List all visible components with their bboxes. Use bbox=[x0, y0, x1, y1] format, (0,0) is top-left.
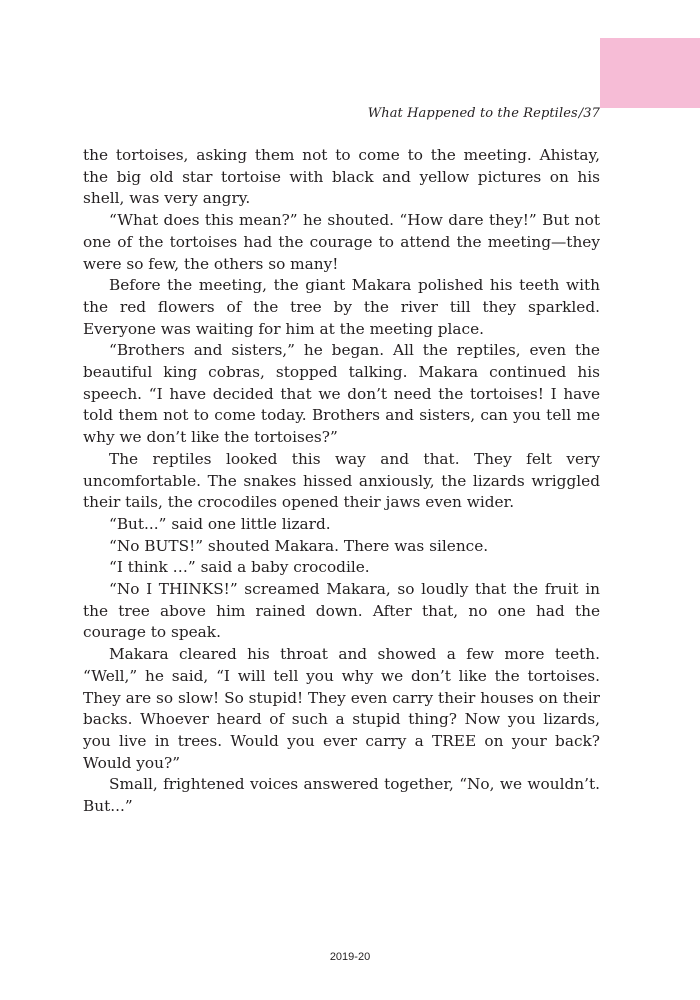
paragraph-3: Before the meeting, the giant Makara polished his teeth with the red flowers of the tree by the river till they sparkled. Everyone was waiting for him at the meeting place. bbox=[83, 276, 600, 338]
page-footer-year: 2019-20 bbox=[329, 951, 371, 963]
corner-color-tab bbox=[600, 38, 700, 108]
paragraph-8: “I think …” said a baby crocodile. bbox=[109, 558, 370, 577]
page-number: 37 bbox=[583, 106, 600, 121]
paragraph-5: The reptiles looked this way and that. They felt very uncomfortable. The snakes hissed anxiously, the lizards wriggled their tails, the crocodiles opened their jaws even wider. bbox=[83, 449, 600, 512]
paragraph-1: the tortoises, asking them not to come to the meeting. Ahistay, the big old star tortoise with black and yellow pictures on his shell, was very angry. bbox=[83, 146, 600, 208]
paragraph-6: “But...” said one little lizard. bbox=[109, 514, 331, 533]
paragraph-10: Makara cleared his throat and showed a few more teeth. “Well,” he said, “I will tell you why we don’t like the tortoises. They are so slow! So stupid! They even carry their houses on their backs. Whoever heard of such a stupid thing? Now you lizards, you live in trees. Would you ever carry a TREE on your back? Would you?” bbox=[83, 645, 600, 772]
running-header-title: What Happened to the Reptiles bbox=[367, 106, 578, 121]
paragraph-4: “Brothers and sisters,” he began. All the reptiles, even the beautiful king cobras, stopped talking. Makara continued his speech. “I have decided that we don’t need the tortoises! I have told them not to come today. Brothers and sisters, can you tell me why we don’t like the tortoises?” bbox=[83, 341, 600, 447]
paragraph-2: “What does this mean?” he shouted. “How dare they!” But not one of the tortoises had the courage to attend the meeting—they were so few, the others so many! bbox=[83, 211, 600, 273]
paragraph-7: “No BUTS!” shouted Makara. There was silence. bbox=[109, 536, 489, 555]
paragraph-11: Small, frightened voices answered together, “No, we wouldn’t. But...” bbox=[83, 775, 600, 816]
running-header bbox=[368, 106, 600, 121]
paragraph-9: “No I THINKS!” screamed Makara, so loudly that the fruit in the tree above him rained down. After that, no one had the courage to speak. bbox=[83, 580, 600, 642]
story-body bbox=[83, 145, 600, 818]
running-header-separator: / bbox=[578, 106, 584, 121]
